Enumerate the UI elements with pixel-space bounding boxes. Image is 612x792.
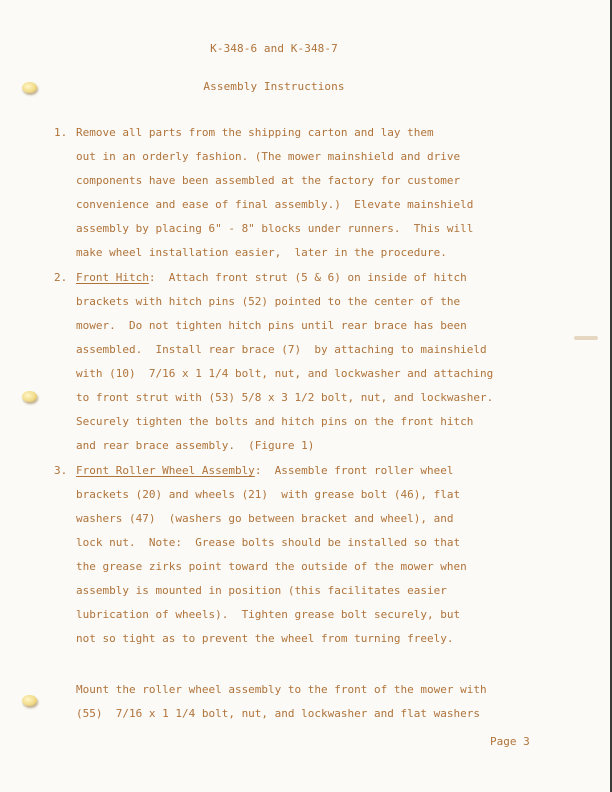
step-heading: Front Hitch [76,271,149,284]
model-numbers: K-348-6 and K-348-7 [210,42,338,55]
step-line: assembly is mounted in position (this facilitates easier [76,584,447,597]
step-line: and rear brace assembly. (Figure 1) [76,439,315,452]
step-heading-line [76,272,467,284]
step-line: : Attach front strut (5 & 6) on inside of hitch [148,271,467,284]
step-line: out in an orderly fashion. (The mower mainshield and drive [76,150,461,163]
step-heading-line [76,465,454,477]
step-line: brackets (20) and wheels (21) with grease bolt (46), flat [76,488,461,501]
paper-smudge [574,336,598,340]
step-line: lock nut. Note: Grease bolts should be installed so that [76,536,461,549]
page-number: Page 3 [490,735,530,748]
step-number: 3. [54,464,68,477]
step-line: assembled. Install rear brace (7) by attaching to mainshield [76,343,487,356]
step-heading: Front Roller Wheel Assembly [76,464,255,477]
step-line: convenience and ease of final assembly.) Elevate mainshield [76,198,474,211]
step-line: components have been assembled at the factory for customer [76,174,461,187]
step-line: lubrication of wheels). Tighten grease bolt securely, but [76,608,461,621]
paragraph-line: Mount the roller wheel assembly to the front of the mower with [76,683,487,696]
step-line: mower. Do not tighten hitch pins until rear brace has been [76,319,467,332]
step-line: Securely tighten the bolts and hitch pins on the front hitch [76,415,474,428]
binder-hole-icon [22,695,37,706]
step-line: assembly by placing 6" - 8" blocks under runners. This will [76,222,474,235]
page-title: Assembly Instructions [203,80,345,93]
step-line: not so tight as to prevent the wheel from turning freely. [76,632,454,645]
step-line: the grease zirks point toward the outside of the mower when [76,560,467,573]
paragraph-line: (55) 7/16 x 1 1/4 bolt, nut, and lockwasher and flat washers [76,707,480,720]
step-line: Remove all parts from the shipping carton and lay them [76,126,434,139]
step-line: brackets with hitch pins (52) pointed to the center of the [76,295,461,308]
binder-hole-icon [22,391,37,402]
step-line: with (10) 7/16 x 1 1/4 bolt, nut, and lockwasher and attaching [76,367,494,380]
step-line: : Assemble front roller wheel [254,464,454,477]
step-line: to front strut with (53) 5/8 x 3 1/2 bolt, nut, and lockwasher. [76,391,494,404]
step-line: washers (47) (washers go between bracket and wheel), and [76,512,454,525]
step-number: 1. [54,126,68,139]
step-line: make wheel installation easier, later in the procedure. [76,246,447,259]
step-number: 2. [54,271,68,284]
